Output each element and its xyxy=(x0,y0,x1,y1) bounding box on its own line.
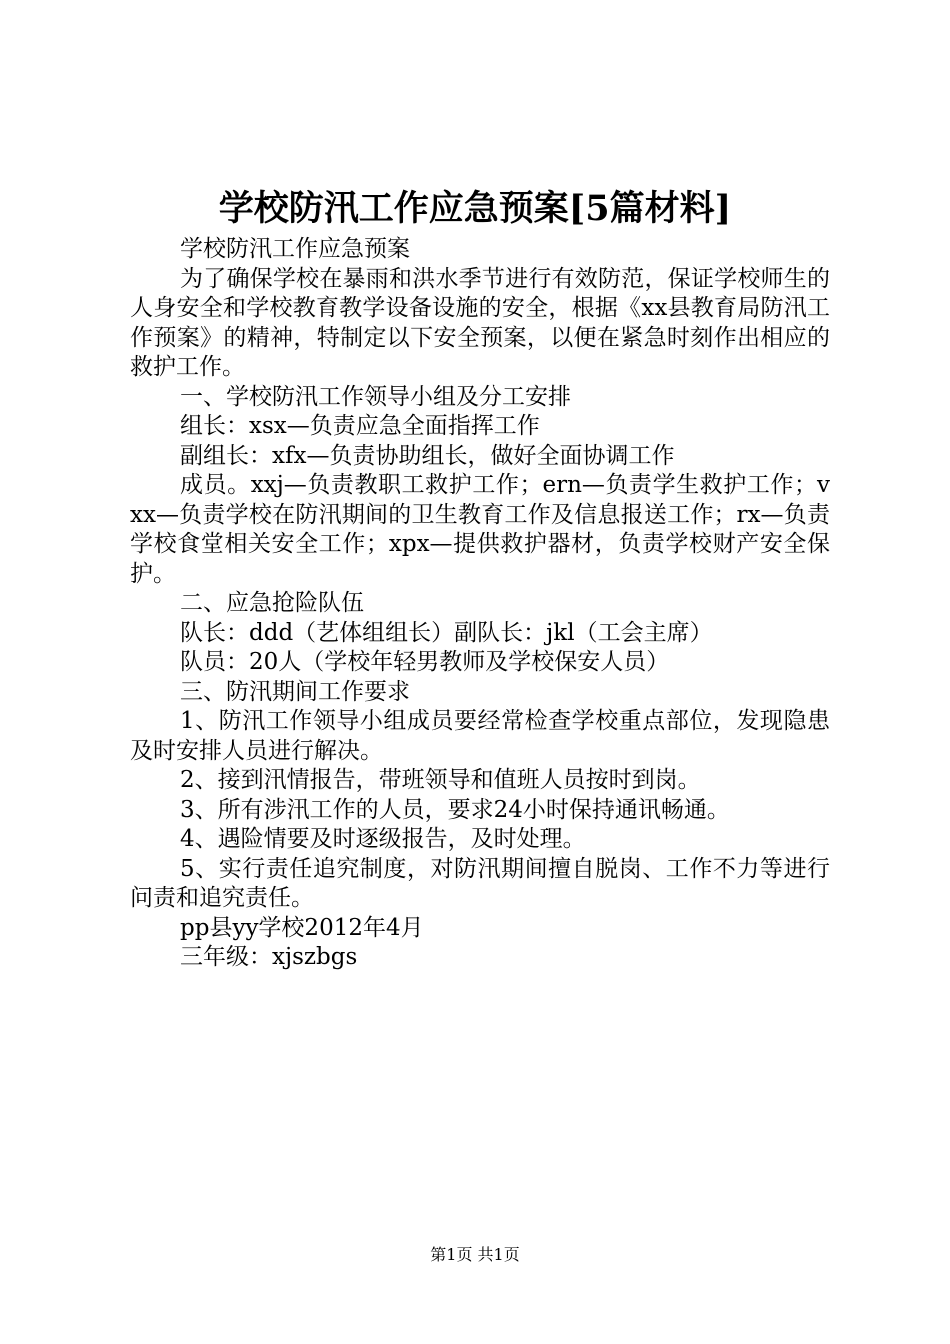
document-body xyxy=(130,235,830,973)
document-title: 学校防汛工作应急预案[5篇材料] xyxy=(218,188,732,229)
requirement-item-1: 1、防汛工作领导小组成员要经常检查学校重点部位，发现隐患及时安排人员进行解决。 xyxy=(130,708,830,764)
paragraph-subtitle: 学校防汛工作应急预案 xyxy=(180,236,410,262)
paragraph-leader: 组长：xsx—负责应急全面指挥工作 xyxy=(180,413,540,439)
requirement-item-4: 4、遇险情要及时逐级报告，及时处理。 xyxy=(180,826,586,852)
paragraph-deputy-leader: 副组长：xfx—负责协助组长，做好全面协调工作 xyxy=(180,442,675,469)
requirement-item-2: 2、接到汛情报告，带班领导和值班人员按时到岗。 xyxy=(180,767,701,793)
paragraph-team-leader: 队长：ddd（艺体组组长）副队长：jkl（工会主席） xyxy=(180,619,713,646)
grade-line: 三年级：xjszbgs xyxy=(180,944,358,970)
section-heading-1: 一、学校防汛工作领导小组及分工安排 xyxy=(180,383,571,410)
requirement-item-3: 3、所有涉汛工作的人员，要求24小时保持通讯畅通。 xyxy=(180,796,730,823)
paragraph-intro: 为了确保学校在暴雨和洪水季节进行有效防范，保证学校师生的人身安全和学校教育教学设备设施的安全，根据《xx县教育局防汛工作预案》的精神，特制定以下安全预案，以便在紧急时刻作出相应的救护工作。 xyxy=(130,265,830,380)
section-heading-3: 三、防汛期间工作要求 xyxy=(180,678,410,705)
requirement-item-5: 5、实行责任追究制度，对防汛期间擅自脱岗、工作不力等进行问责和追究责任。 xyxy=(130,855,830,911)
signature-line: pp县yy学校2012年4月 xyxy=(180,914,424,941)
paragraph-team-members: 队员：20人（学校年轻男教师及学校保安人员） xyxy=(180,649,670,675)
section-heading-2: 二、应急抢险队伍 xyxy=(180,590,364,616)
paragraph-members: 成员。xxj—负责教职工救护工作；ern—负责学生救护工作；vxx—负责学校在防汛期间的卫生教育工作及信息报送工作；rx—负责学校食堂相关安全工作；xpx—提供救护器材，负责学校财产安全保护。 xyxy=(130,472,830,587)
page-footer: 第1页 共1页 xyxy=(430,1245,520,1264)
